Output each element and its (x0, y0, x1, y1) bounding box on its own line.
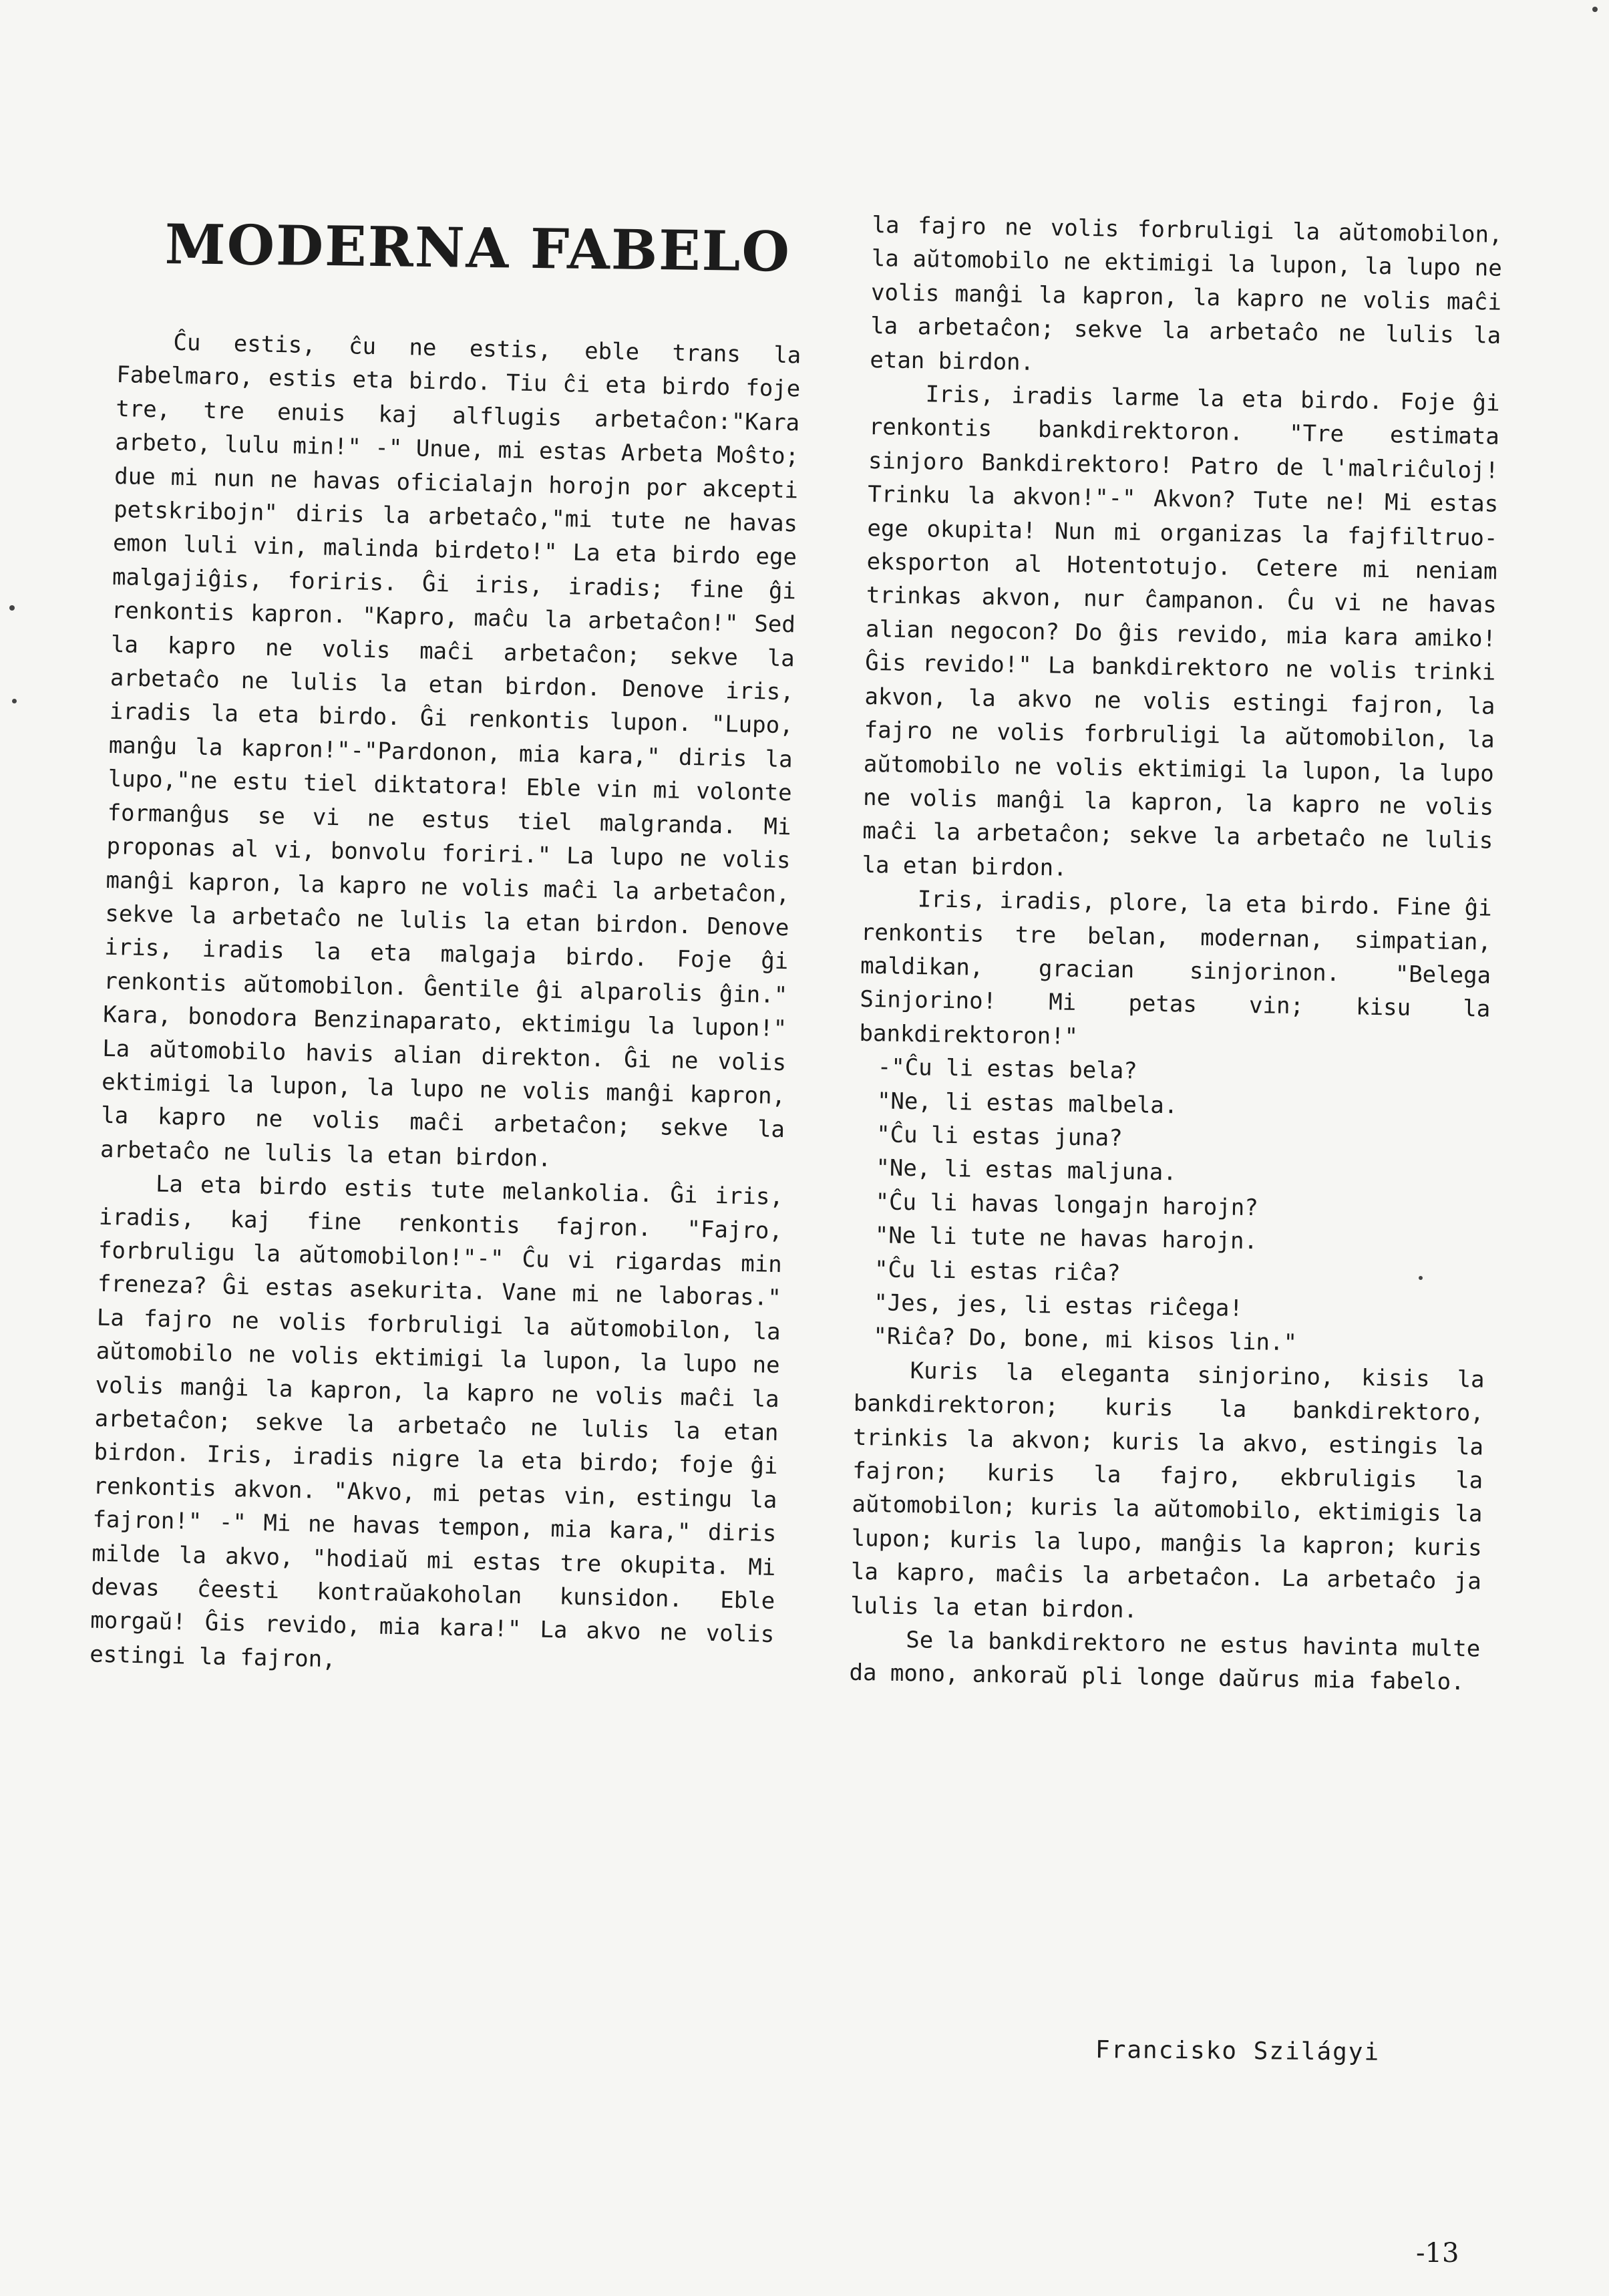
dialogue-line: -"Ĉu li estas bela? (877, 1053, 1138, 1085)
right-column (844, 208, 1503, 2008)
author-signature: Francisko Szilágyi (1095, 2036, 1381, 2066)
dialogue-block (854, 1050, 1489, 1363)
paragraph: Se la bankdirektoro ne estus havinta multe da mono, ankoraŭ pli longe daŭrus mia fabelo. (849, 1627, 1481, 1696)
paragraph: Kuris la eleganta sinjorino, kisis la bankdirektoron; kuris la bankdirektoro, trinkis la akvon; kuris la akvo, estingis la fajron; kuris la fajro, ekbruligis la aŭtomobilon; kuris la aŭtomobilo, ektimigis la lupon; kuris la lupo, manĝis la kapron; kuris la kapro, maĉis la arbetaĉon. La arbetaĉo ja lulis la etan birdon. (850, 1357, 1485, 1624)
paragraph: Ĉu estis, ĉu ne estis, eble trans la Fabelmaro, estis eta birdo. Tiu ĉi eta birdo foje tre, tre enuis kaj alflugis arbetaĉon:"Kara arbeto, lulu min!" -" Unue, mi estas Arbeta Moŝto; due mi nun ne havas oficialajn horojn por akcepti petskribojn" diris la arbetaĉo,"mi tute ne havas emon luli vin, malinda birdeto!" La eta birdo ege malgajiĝis, foriris. Ĝi iris, iradis; fine ĝi renkontis kapron. "Kapro, maĉu la arbetaĉon!" Sed la kapro ne volis maĉi arbetaĉon; sekve la arbetaĉo ne lulis la etan birdon. Denove iris, iradis la eta birdo. Ĝi renkontis lupon. "Lupo, manĝu la kapron!"-"Pardonon, mia kara," diris la lupo,"ne estu tiel diktatora! Eble vin mi volonte formanĝus se vi ne estus tiel malgranda. Mi proponas al vi, bonvolu foriri." La lupo ne volis manĝi kapron, la kapro ne volis maĉi la arbetaĉon, sekve la arbetaĉo ne lulis la etan birdon. Denove iris, iradis la eta malgaja birdo. Foje ĝi renkontis aŭtomobilon. Ĝentile ĝi alparolis ĝin." Kara, bonodora Benzinaparato, ektimigu la lupon!" La aŭtomobilo havis alian direkton. Ĝi ne volis ektimigi la lupon, la lupo ne volis manĝi kapron, la kapro ne volis maĉi arbetaĉon; sekve la arbetaĉo ne lulis la etan birdon. (100, 329, 801, 1172)
dialogue-line: "Ne, li estas malbela. (876, 1087, 1178, 1119)
scan-speck (12, 699, 17, 703)
dialogue-line: "Jes, jes, li estas riĉega! (873, 1289, 1244, 1322)
paragraph: Iris, iradis larme la eta birdo. Foje ĝi renkontis bankdirektoron. "Tre estimata sinjoro Bankdirektoro! Patro de l'malriĉuloj! Trinku la akvon!"-" Akvon? Tute ne! Mi estas ege okupita! Nun mi organizas la fajfiltruo-eksporton al Hotentotujo. Cetere mi neniam trinkas akvon, nur ĉampanon. Ĉu vi ne havas alian negocon? Do ĝis revido, mia kara amiko! Ĝis revido!" La bankdirektoro ne volis trinki akvon, la akvo ne volis estingi fajron, la fajro ne volis forbruligi la aŭtomobilon, la aŭtomobilo ne volis ektimigi la lupon, la lupo ne volis manĝi la kapron, la kapro ne volis maĉi la arbetaĉon; sekve la arbetaĉo ne lulis la etan birdon. (862, 381, 1500, 882)
page-number: -13 (1416, 2238, 1459, 2269)
dialogue-line: "Ne li tute ne havas harojn. (874, 1222, 1258, 1255)
dialogue-line: "Riĉa? Do, bone, mi kisos lin." (873, 1323, 1298, 1357)
left-column (80, 325, 801, 2116)
dialogue-line: "Ĉu li estas riĉa? (874, 1255, 1121, 1287)
paragraph: La eta birdo estis tute melankolia. Ĝi iris, iradis, kaj fine renkontis fajron. "Fajro, forbruligu la aŭtomobilon!"-" Ĉu vi rigardas min freneza? Ĝi estas asekurita. Vane mi ne laboras." La fajro ne volis forbruligi la aŭtomobilon, la aŭtomobilo ne volis ektimigi la lupon, la lupo ne volis manĝi la kapron, la kapro ne volis maĉi la arbetaĉon; sekve la arbetaĉo ne lulis la etan birdon. Iris, iradis nigre la eta birdo; foje ĝi renkontis akvon. "Akvo, mi petas vin, estingu la fajron!" -" Mi ne havas tempon, mia kara," diris milde la akvo, "hodiaŭ mi estas tre okupita. Mi devas ĉeesti kontraŭakoholan kunsidon. Eble morgaŭ! Ĝis revido, mia kara!" La akvo ne volis estingi la fajron, (89, 1170, 784, 1673)
paragraph: la fajro ne volis forbruligi la aŭtomobilon, la aŭtomobilo ne ektimigi la lupon, la lupo ne volis manĝi la kapron, la kapro ne volis maĉi la arbetaĉon; sekve la arbetaĉo ne lulis la etan birdon. (870, 211, 1503, 376)
paragraph: Iris, iradis, plore, la eta birdo. Fine ĝi renkontis tre belan, modernan, simpatian, maldikan, gracian sinjorinon. "Belega Sinjorino! Mi petas vin; kisu la bankdirektoron!" (859, 886, 1492, 1050)
dialogue-line: "Ĉu li havas longajn harojn? (875, 1188, 1259, 1222)
dialogue-line: "Ne, li estas maljuna. (876, 1154, 1178, 1186)
scan-speck (1419, 1276, 1423, 1280)
dialogue-line: "Ĉu li estas juna? (876, 1121, 1123, 1152)
scan-speck (9, 605, 15, 611)
scan-speck (1592, 7, 1598, 12)
article-title: MODERNA FABELO (164, 212, 791, 285)
